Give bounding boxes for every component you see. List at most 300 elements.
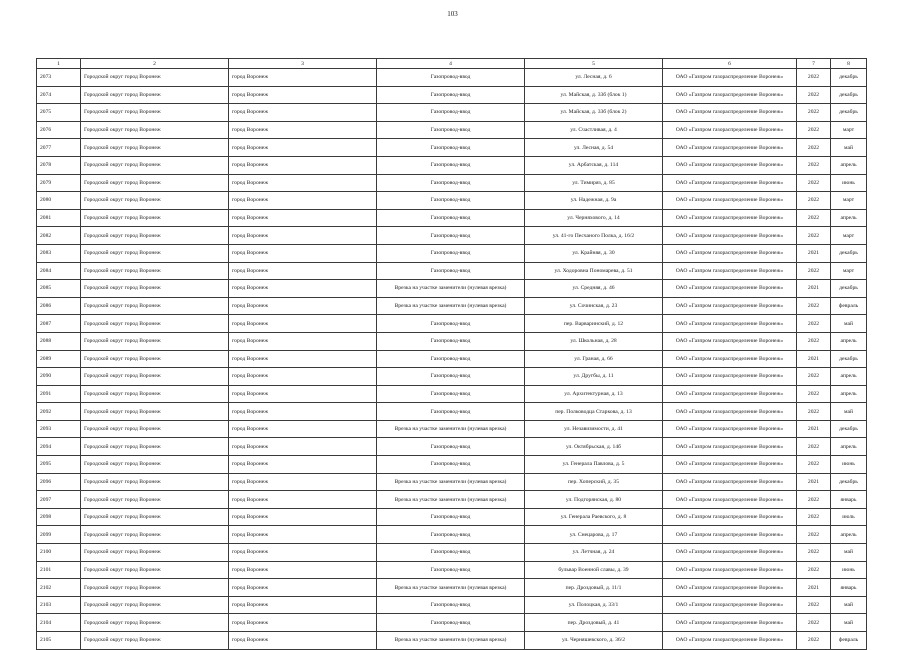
row-number-cell: 2079 [37,174,81,192]
object-type-cell: Газопровод-ввод [377,121,525,139]
municipal-district-cell: Городской округ город Воронеж [81,332,229,350]
row-number-cell: 2092 [37,403,81,421]
object-type-cell: Газопровод-ввод [377,227,525,245]
settlement-cell: город Воронеж [229,104,377,122]
object-type-cell: Газопровод-ввод [377,561,525,579]
column-number-row [37,59,867,69]
settlement-cell: город Воронеж [229,614,377,632]
row-number-cell: 2102 [37,579,81,597]
month-cell: апрель [831,438,867,456]
address-cell: ул. Майская, д. 33б (блок 1) [525,86,663,104]
year-cell: 2022 [797,385,831,403]
year-cell: 2022 [797,69,831,87]
column-header-3: 3 [229,59,377,69]
table-row [37,350,867,368]
table-row [37,544,867,562]
month-cell: декабрь [831,280,867,298]
object-type-cell: Врезка на участке заменители (нулевая врезка) [377,297,525,315]
month-cell: май [831,139,867,157]
settlement-cell: город Воронеж [229,86,377,104]
year-cell: 2022 [797,508,831,526]
row-number-cell: 2101 [37,561,81,579]
table-row [37,156,867,174]
municipal-district-cell: Городской округ город Воронеж [81,368,229,386]
address-cell: бульвар Военной славы, д. 39 [525,561,663,579]
year-cell: 2022 [797,526,831,544]
object-type-cell: Газопровод-ввод [377,104,525,122]
year-cell: 2021 [797,473,831,491]
address-cell: пер. Полководца Старкова, д. 13 [525,403,663,421]
table-row [37,438,867,456]
municipal-district-cell: Городской округ город Воронеж [81,227,229,245]
settlement-cell: город Воронеж [229,420,377,438]
municipal-district-cell: Городской округ город Воронеж [81,192,229,210]
month-cell: февраль [831,297,867,315]
municipal-district-cell: Городской округ город Воронеж [81,156,229,174]
year-cell: 2021 [797,579,831,597]
row-number-cell: 2096 [37,473,81,491]
organization-cell: ОАО «Газпром газораспределение Воронеж» [663,632,797,650]
object-type-cell: Газопровод-ввод [377,174,525,192]
settlement-cell: город Воронеж [229,596,377,614]
table-row [37,385,867,403]
row-number-cell: 2091 [37,385,81,403]
table-row [37,69,867,87]
municipal-district-cell: Городской округ город Воронеж [81,297,229,315]
municipal-district-cell: Городской округ город Воронеж [81,438,229,456]
organization-cell: ОАО «Газпром газораспределение Воронеж» [663,561,797,579]
settlement-cell: город Воронеж [229,297,377,315]
object-type-cell: Газопровод-ввод [377,403,525,421]
municipal-district-cell: Городской округ город Воронеж [81,86,229,104]
settlement-cell: город Воронеж [229,244,377,262]
year-cell: 2022 [797,332,831,350]
organization-cell: ОАО «Газпром газораспределение Воронеж» [663,350,797,368]
address-cell: ул. Майская, д. 33б (блок 2) [525,104,663,122]
month-cell: декабрь [831,104,867,122]
year-cell: 2022 [797,227,831,245]
table-row [37,209,867,227]
gas-pipeline-register-table [36,58,867,650]
table-row [37,174,867,192]
municipal-district-cell: Городской округ город Воронеж [81,121,229,139]
row-number-cell: 2098 [37,508,81,526]
table-row [37,262,867,280]
organization-cell: ОАО «Газпром газораспределение Воронеж» [663,332,797,350]
object-type-cell: Газопровод-ввод [377,350,525,368]
table-row [37,315,867,333]
municipal-district-cell: Городской округ город Воронеж [81,491,229,509]
column-header-7: 7 [797,59,831,69]
organization-cell: ОАО «Газпром газораспределение Воронеж» [663,86,797,104]
organization-cell: ОАО «Газпром газораспределение Воронеж» [663,473,797,491]
organization-cell: ОАО «Газпром газораспределение Воронеж» [663,280,797,298]
address-cell: ул. Октябрьская, д. 14б [525,438,663,456]
month-cell: июнь [831,456,867,474]
row-number-cell: 2083 [37,244,81,262]
address-cell: ул. Другбы, д. 11 [525,368,663,386]
month-cell: апрель [831,209,867,227]
year-cell: 2022 [797,192,831,210]
table-row [37,420,867,438]
organization-cell: ОАО «Газпром газораспределение Воронеж» [663,174,797,192]
object-type-cell: Газопровод-ввод [377,385,525,403]
organization-cell: ОАО «Газпром газораспределение Воронеж» [663,297,797,315]
table-row [37,368,867,386]
table-row [37,579,867,597]
settlement-cell: город Воронеж [229,544,377,562]
row-number-cell: 2094 [37,438,81,456]
month-cell: апрель [831,156,867,174]
month-cell: декабрь [831,350,867,368]
object-type-cell: Газопровод-ввод [377,614,525,632]
month-cell: декабрь [831,69,867,87]
year-cell: 2022 [797,403,831,421]
organization-cell: ОАО «Газпром газораспределение Воронеж» [663,526,797,544]
address-cell: пер. Хоперский, д. 35 [525,473,663,491]
organization-cell: ОАО «Газпром газораспределение Воронеж» [663,139,797,157]
object-type-cell: Врезка на участке заменители (нулевая врезка) [377,632,525,650]
address-cell: ул. Ходоровна Пономарева, д. 51 [525,262,663,280]
organization-cell: ОАО «Газпром газораспределение Воронеж» [663,104,797,122]
year-cell: 2022 [797,544,831,562]
row-number-cell: 2085 [37,280,81,298]
address-cell: ул. Снецарова, д. 17 [525,526,663,544]
object-type-cell: Врезка на участке заменители (нулевая врезка) [377,473,525,491]
table-row [37,139,867,157]
organization-cell: ОАО «Газпром газораспределение Воронеж» [663,403,797,421]
municipal-district-cell: Городской округ город Воронеж [81,508,229,526]
year-cell: 2022 [797,491,831,509]
year-cell: 2022 [797,632,831,650]
municipal-district-cell: Городской округ город Воронеж [81,315,229,333]
object-type-cell: Газопровод-ввод [377,456,525,474]
month-cell: май [831,596,867,614]
table-row [37,491,867,509]
object-type-cell: Газопровод-ввод [377,596,525,614]
settlement-cell: город Воронеж [229,438,377,456]
month-cell: март [831,192,867,210]
year-cell: 2021 [797,244,831,262]
organization-cell: ОАО «Газпром газораспределение Воронеж» [663,491,797,509]
settlement-cell: город Воронеж [229,526,377,544]
object-type-cell: Газопровод-ввод [377,544,525,562]
organization-cell: ОАО «Газпром газораспределение Воронеж» [663,614,797,632]
organization-cell: ОАО «Газпром газораспределение Воронеж» [663,69,797,87]
settlement-cell: город Воронеж [229,508,377,526]
row-number-cell: 2077 [37,139,81,157]
object-type-cell: Газопровод-ввод [377,315,525,333]
address-cell: пер. Варваринский, д. 12 [525,315,663,333]
settlement-cell: город Воронеж [229,262,377,280]
organization-cell: ОАО «Газпром газораспределение Воронеж» [663,544,797,562]
column-header-1: 1 [37,59,81,69]
municipal-district-cell: Городской округ город Воронеж [81,614,229,632]
organization-cell: ОАО «Газпром газораспределение Воронеж» [663,192,797,210]
organization-cell: ОАО «Газпром газораспределение Воронеж» [663,315,797,333]
table-row [37,86,867,104]
municipal-district-cell: Городской округ город Воронеж [81,280,229,298]
address-cell: пер. Дроздовый, д. 41 [525,614,663,632]
month-cell: декабрь [831,420,867,438]
year-cell: 2022 [797,438,831,456]
month-cell: февраль [831,632,867,650]
month-cell: июль [831,508,867,526]
table-row [37,403,867,421]
month-cell: январь [831,491,867,509]
row-number-cell: 2104 [37,614,81,632]
address-cell: ул. Средняя, д. 46 [525,280,663,298]
row-number-cell: 2095 [37,456,81,474]
object-type-cell: Газопровод-ввод [377,86,525,104]
table-row [37,332,867,350]
column-header-6: 6 [663,59,797,69]
municipal-district-cell: Городской округ город Воронеж [81,403,229,421]
settlement-cell: город Воронеж [229,473,377,491]
month-cell: апрель [831,526,867,544]
month-cell: декабрь [831,244,867,262]
table-row [37,614,867,632]
municipal-district-cell: Городской округ город Воронеж [81,69,229,87]
organization-cell: ОАО «Газпром газораспределение Воронеж» [663,156,797,174]
object-type-cell: Газопровод-ввод [377,262,525,280]
row-number-cell: 2082 [37,227,81,245]
address-cell: ул. Генерала Раевского, д. 8 [525,508,663,526]
address-cell: ул. Надежная, д. 9а [525,192,663,210]
object-type-cell: Газопровод-ввод [377,526,525,544]
municipal-district-cell: Городской округ город Воронеж [81,456,229,474]
object-type-cell: Врезка на участке заменители (нулевая врезка) [377,579,525,597]
address-cell: ул. Подгорянская, д. 80 [525,491,663,509]
settlement-cell: город Воронеж [229,156,377,174]
year-cell: 2022 [797,368,831,386]
municipal-district-cell: Городской округ город Воронеж [81,385,229,403]
row-number-cell: 2090 [37,368,81,386]
year-cell: 2022 [797,262,831,280]
address-cell: ул. Лесная, д. 54 [525,139,663,157]
object-type-cell: Газопровод-ввод [377,209,525,227]
month-cell: декабрь [831,86,867,104]
settlement-cell: город Воронеж [229,332,377,350]
municipal-district-cell: Городской округ город Воронеж [81,596,229,614]
table-row [37,456,867,474]
table-row [37,561,867,579]
year-cell: 2022 [797,596,831,614]
settlement-cell: город Воронеж [229,385,377,403]
row-number-cell: 2076 [37,121,81,139]
organization-cell: ОАО «Газпром газораспределение Воронеж» [663,227,797,245]
settlement-cell: город Воронеж [229,403,377,421]
row-number-cell: 2075 [37,104,81,122]
object-type-cell: Газопровод-ввод [377,69,525,87]
organization-cell: ОАО «Газпром газораспределение Воронеж» [663,596,797,614]
month-cell: май [831,403,867,421]
month-cell: апрель [831,385,867,403]
year-cell: 2022 [797,561,831,579]
year-cell: 2022 [797,104,831,122]
organization-cell: ОАО «Газпром газораспределение Воронеж» [663,579,797,597]
row-number-cell: 2088 [37,332,81,350]
year-cell: 2022 [797,174,831,192]
month-cell: апрель [831,368,867,386]
settlement-cell: город Воронеж [229,227,377,245]
month-cell: июнь [831,174,867,192]
organization-cell: ОАО «Газпром газораспределение Воронеж» [663,420,797,438]
month-cell: декабрь [831,473,867,491]
organization-cell: ОАО «Газпром газораспределение Воронеж» [663,508,797,526]
object-type-cell: Врезка на участке заменители (нулевая врезка) [377,280,525,298]
column-header-4: 4 [377,59,525,69]
settlement-cell: город Воронеж [229,209,377,227]
row-number-cell: 2105 [37,632,81,650]
year-cell: 2022 [797,86,831,104]
page-number: 103 [447,10,458,18]
month-cell: март [831,227,867,245]
row-number-cell: 2084 [37,262,81,280]
settlement-cell: город Воронеж [229,491,377,509]
municipal-district-cell: Городской округ город Воронеж [81,544,229,562]
month-cell: апрель [831,332,867,350]
settlement-cell: город Воронеж [229,69,377,87]
row-number-cell: 2097 [37,491,81,509]
row-number-cell: 2087 [37,315,81,333]
table-body [37,69,867,650]
row-number-cell: 2074 [37,86,81,104]
municipal-district-cell: Городской округ город Воронеж [81,526,229,544]
row-number-cell: 2081 [37,209,81,227]
settlement-cell: город Воронеж [229,579,377,597]
municipal-district-cell: Городской округ город Воронеж [81,262,229,280]
settlement-cell: город Воронеж [229,121,377,139]
municipal-district-cell: Городской округ город Воронеж [81,561,229,579]
object-type-cell: Газопровод-ввод [377,438,525,456]
address-cell: ул. Сочинская, д. 23 [525,297,663,315]
row-number-cell: 2080 [37,192,81,210]
settlement-cell: город Воронеж [229,456,377,474]
municipal-district-cell: Городской округ город Воронеж [81,350,229,368]
year-cell: 2022 [797,297,831,315]
year-cell: 2022 [797,156,831,174]
settlement-cell: город Воронеж [229,350,377,368]
organization-cell: ОАО «Газпром газораспределение Воронеж» [663,368,797,386]
table-row [37,508,867,526]
settlement-cell: город Воронеж [229,174,377,192]
organization-cell: ОАО «Газпром газораспределение Воронеж» [663,244,797,262]
table-row [37,280,867,298]
address-cell: ул. Тимиряз, д. 85 [525,174,663,192]
municipal-district-cell: Городской округ город Воронеж [81,420,229,438]
municipal-district-cell: Городской округ город Воронеж [81,473,229,491]
address-cell: ул. Граная, д. 66 [525,350,663,368]
month-cell: июнь [831,561,867,579]
month-cell: март [831,262,867,280]
object-type-cell: Газопровод-ввод [377,244,525,262]
municipal-district-cell: Городской округ город Воронеж [81,209,229,227]
object-type-cell: Газопровод-ввод [377,156,525,174]
organization-cell: ОАО «Газпром газораспределение Воронеж» [663,209,797,227]
row-number-cell: 2078 [37,156,81,174]
organization-cell: ОАО «Газпром газораспределение Воронеж» [663,438,797,456]
row-number-cell: 2093 [37,420,81,438]
municipal-district-cell: Городской округ город Воронеж [81,174,229,192]
year-cell: 2021 [797,420,831,438]
year-cell: 2022 [797,315,831,333]
municipal-district-cell: Городской округ город Воронеж [81,579,229,597]
organization-cell: ОАО «Газпром газораспределение Воронеж» [663,456,797,474]
address-cell: ул. Черняшевского, д. 36/2 [525,632,663,650]
municipal-district-cell: Городской округ город Воронеж [81,104,229,122]
year-cell: 2022 [797,614,831,632]
settlement-cell: город Воронеж [229,368,377,386]
settlement-cell: город Воронеж [229,561,377,579]
municipal-district-cell: Городской округ город Воронеж [81,244,229,262]
year-cell: 2021 [797,350,831,368]
object-type-cell: Газопровод-ввод [377,368,525,386]
address-cell: ул. Генерала Павлова, д. 5 [525,456,663,474]
municipal-district-cell: Городской округ город Воронеж [81,139,229,157]
table-row [37,297,867,315]
settlement-cell: город Воронеж [229,632,377,650]
address-cell: ул. Арбатская, д. 114 [525,156,663,174]
settlement-cell: город Воронеж [229,315,377,333]
column-header-8: 8 [831,59,867,69]
row-number-cell: 2100 [37,544,81,562]
object-type-cell: Газопровод-ввод [377,139,525,157]
year-cell: 2022 [797,209,831,227]
address-cell: ул. Архитектурная, д. 13 [525,385,663,403]
table-row [37,192,867,210]
year-cell: 2022 [797,139,831,157]
object-type-cell: Газопровод-ввод [377,332,525,350]
month-cell: май [831,315,867,333]
row-number-cell: 2089 [37,350,81,368]
settlement-cell: город Воронеж [229,280,377,298]
year-cell: 2022 [797,121,831,139]
address-cell: ул. Полоцкая, д. 33/1 [525,596,663,614]
address-cell: ул. Счастливая, д. 4 [525,121,663,139]
object-type-cell: Газопровод-ввод [377,192,525,210]
organization-cell: ОАО «Газпром газораспределение Воронеж» [663,262,797,280]
object-type-cell: Газопровод-ввод [377,508,525,526]
address-cell: ул. Лесная, д. 6 [525,69,663,87]
address-cell: пер. Дроздовый, д. 11/1 [525,579,663,597]
month-cell: май [831,614,867,632]
column-header-2: 2 [81,59,229,69]
organization-cell: ОАО «Газпром газораспределение Воронеж» [663,121,797,139]
table-row [37,244,867,262]
settlement-cell: город Воронеж [229,139,377,157]
table-row [37,227,867,245]
column-header-5: 5 [525,59,663,69]
year-cell: 2022 [797,456,831,474]
table-row [37,596,867,614]
organization-cell: ОАО «Газпром газораспределение Воронеж» [663,385,797,403]
address-cell: ул. Крайняя, д. 30 [525,244,663,262]
settlement-cell: город Воронеж [229,192,377,210]
address-cell: ул. 41-го Песчаного Полка, д. 16/2 [525,227,663,245]
row-number-cell: 2103 [37,596,81,614]
table-row [37,473,867,491]
object-type-cell: Врезка на участке заменители (нулевая врезка) [377,420,525,438]
address-cell: ул. Школьная, д. 28 [525,332,663,350]
month-cell: май [831,544,867,562]
address-cell: ул. Черняхового, д. 14 [525,209,663,227]
object-type-cell: Врезка на участке заменители (нулевая врезка) [377,491,525,509]
table-row [37,632,867,650]
month-cell: январь [831,579,867,597]
table-row [37,104,867,122]
municipal-district-cell: Городской округ город Воронеж [81,632,229,650]
